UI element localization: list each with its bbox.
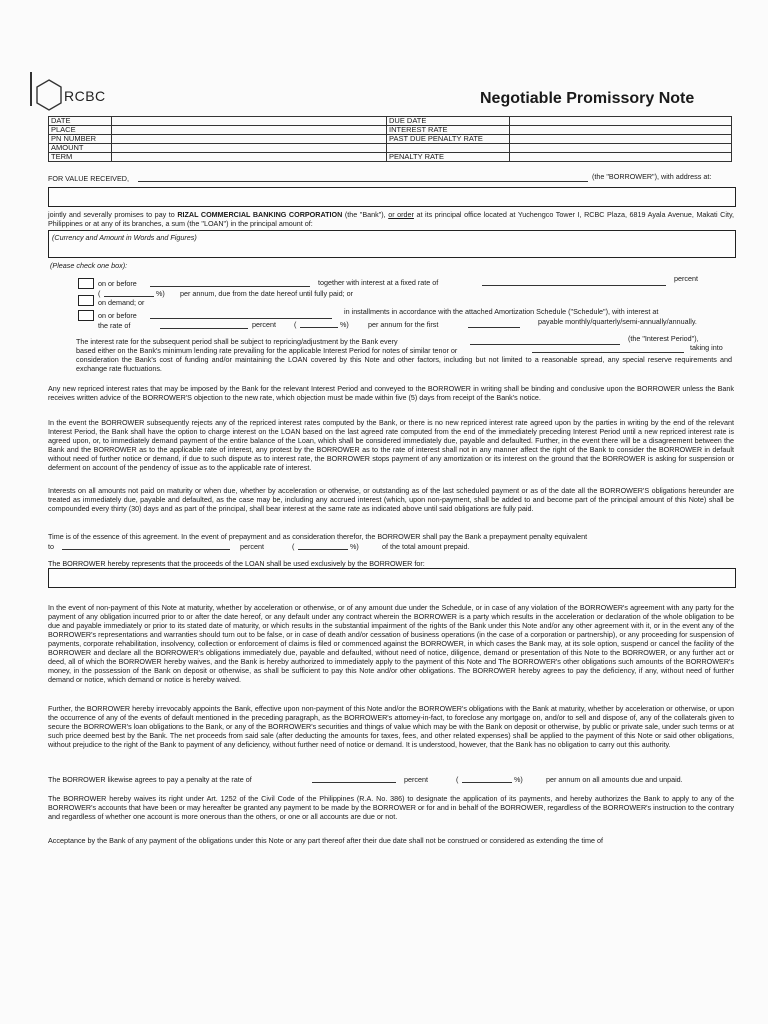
option-label: the rate of [98,321,131,330]
option-label: on or before [98,311,137,320]
repriced-rate-paragraph: Any new repriced interest rates that may be imposed by the Bank for the relevant Interest Period and conveyed to the BORROWER in writing shall be binding and conclusive upon the BORROWER unless the Bank receives written advice of the BORROWER'S objection to the new rate, which objection must be made within five (5) days from receipt of the Bank's notice. [48,384,734,402]
header-value-field[interactable] [510,135,732,144]
nonpayment-paragraph: In the event of non-payment of this Note at maturity, whether by acceleration or otherwise, or of any amount due under the Schedule, or in case of any violation of the BORROWER's agreement with any party for the payment of any obligation incurred prior to or after the date hereof, or any default under any contract wherein the BORROWER is a party which results in the acceleration or declaration of the whole obligation to be due and payable immediately or prior to its stated date of maturity, or which results in the substantial impairment of the rights of the Bank under this Note and/or any other agreement with it, or in the event any of the BORROWER's representations and warranties should turn out to be false, or in case of death and/or cessation of business operations (in the case of a corporation or partnership), or any proceeding for suspension of payments, corporate rehabilitation, insolvency, collection or enforcement of claims is filed or commenced against the BORROWER, in which cases the Bank may, at its sole option, suspend or cancel the facility of the BORROWER and declare all the BORROWER's obligations immediately due, payable and defaulted, without need of notice, diligence, demand or presentation of this Note to the BORROWER, or any further act or deed, all of which the BORROWER hereby waives, and the Bank is hereby authorized to immediately apply to the payment of this Note and The BORROWER's other obligations such amounts of the BORROWER's money, in the possession of the Bank on deposit or otherwise, as shall be sufficient to pay this Note and/or other obligations. The BORROWER hereby agrees to pay the deficiency, if any, without need of further demand or notice, which demand or notice is hereby waived. [48,603,734,684]
prepayment-text: percent [240,542,264,551]
installment-rate-figure-field[interactable] [300,327,338,328]
hexagon-icon [34,78,64,112]
first-period-field[interactable] [468,327,520,328]
prepayment-text: %) [350,542,359,551]
promise-text: jointly and severally promises to pay to [48,210,178,219]
option-label: payable monthly/quarterly/semi-annually/annually. [538,317,697,326]
rcbc-logo [34,78,106,112]
header-label: PLACE [49,126,112,135]
option-label: on or before [98,279,137,288]
interest-period-text: The interest rate for the subsequent period shall be subject to repricing/adjustment by the Bank every [76,337,398,346]
penalty-text: per annum on all amounts due and unpaid. [546,775,683,784]
rejects-rate-paragraph: In the event the BORROWER subsequently rejects any of the repriced interest rates computed by the Bank, or there is no new repriced interest rate agreed upon by the parties in writing by the end of the relevant Interest Period, the Bank shall have the option to charge interest on the LOAN based on the last agreed rate computed from the end of the immediately preceding Interest Period until a new repriced interest rate is agreed upon, or, to immediately demand payment of the entire balance of the Loan, which shall be considered immediately due, payable and defaulted. Further, in the event there will be a disagreement between the Bank and the BORROWER as to the applicable rate of interest, any protest by the BORROWER as to the rate of interest shall not in any manner affect the right of the Bank to consider the BORROWER in default without need of further notice or demand, if due to such dispute as to interest rate, the BORROWER stops payment of any amortization or its interest on the ground that the BORROWER is asking for suspension or deferment on account of the pendency of issue as to the applicable rate of interest. [48,418,734,472]
header-value-field[interactable] [112,153,387,162]
penalty-rate-field[interactable] [312,782,396,783]
loan-purpose-field[interactable] [48,568,736,588]
option-on-demand-checkbox[interactable] [78,295,94,306]
address-field[interactable] [48,187,736,207]
interest-period-text: based either on the Bank's minimum lending rate prevailing for the applicable Interest Period for notes of similar tenor or [76,346,458,355]
interests-paragraph: Interests on all amounts not paid on maturity or when due, whether by acceleration or otherwise, or outstanding as of the last scheduled payment or as of the date all the BORROWER'S obligations hereunder are treated as immediately due, payable and defaulted, as the case may be, including any accrued interest (which, upon non-payment, shall be added to and become part of the principal amount of this Note) shall be compounded every thirty (30) days and as part of the principal, shall bear interest at the same rate as indicated above until said obligations are fully paid. [48,486,734,513]
header-label: INTEREST RATE [387,126,510,135]
option-label: %) [340,320,349,329]
option-label: ( [98,289,101,298]
interest-period-field[interactable] [470,344,620,345]
option-label: ( [294,320,297,329]
penalty-text: The BORROWER likewise agrees to pay a penalty at the rate of [48,775,252,784]
interest-period-text: taking into [690,343,723,352]
header-value-field[interactable] [112,135,387,144]
header-label: DUE DATE [387,117,510,126]
option-label: on demand; or [98,298,145,307]
promise-paragraph [48,210,734,228]
header-label: PN NUMBER [49,135,112,144]
header-value-field[interactable] [510,144,732,153]
prepayment-text: Time is of the essence of this agreement. In the event of prepayment and as consideration therefor, the BORROWER shall pay the Bank a prepayment penalty equivalent [48,532,588,541]
interest-period-text: (the "Interest Period"), [628,334,699,343]
option-installments-checkbox[interactable] [78,310,94,321]
option-label: percent [674,274,698,283]
currency-amount-field[interactable] [48,230,736,258]
fixed-rate-figure-field[interactable] [104,296,154,297]
penalty-text: ( [456,775,459,784]
prepayment-text: ( [292,542,295,551]
margin-mark [30,72,32,106]
borrower-name-field[interactable] [138,181,588,182]
attorney-in-fact-paragraph: Further, the BORROWER hereby irrevocably appoints the Bank, effective upon non-payment of this Note and/or the BORROWER's obligations with the Bank at maturity, whether by acceleration or otherwise, or upon the occurrence of any of the events of default mentioned in the preceding paragraph, as the BORROWER's attorney-in-fact, to foreclose any mortgage on, and/or to sell and dispose of, any of the collaterals given to secure the BORROWER's loan obligations to the Bank, or any of the BORROWER's securities and things of value which may be with the Bank on deposit or otherwise, by public or private sale, under such terms or at such price deemed best by the Bank. The net proceeds from said sale (after deducting the amounts for taxes, fees, and other related expenses) shall be applied to the payment of this Note or said other obligations, without prejudice to the right of the Bank to payment of any deficiency, without further need of notice or demand. It is understood, however, that the Bank has no obligation to carry out this authority. [48,704,734,749]
acceptance-paragraph: Acceptance by the Bank of any payment of the obligations under this Note or any part thereof after their due date shall not be construed or considered as extending the time of [48,836,603,845]
fixed-rate-field[interactable] [482,285,666,286]
page-title: Negotiable Promissory Note [480,90,695,107]
currency-box-hint: (Currency and Amount in Words and Figures) [52,233,197,242]
bank-name: RIZAL COMMERCIAL BANKING CORPORATION [177,210,343,219]
reference-rate-field[interactable] [532,352,684,353]
value-received-label: FOR VALUE RECEIVED, [48,174,129,183]
header-label: DATE [49,117,112,126]
check-instruction: (Please check one box): [50,261,128,270]
logo-text: RCBC [64,88,106,104]
option-label: %) [156,289,165,298]
penalty-rate-figure-field[interactable] [462,782,512,783]
header-label: AMOUNT [49,144,112,153]
prepayment-text: to [48,542,54,551]
promise-text: or order [388,210,414,219]
promise-text: (the "Bank"), [342,210,389,219]
option-label: in installments in accordance with the attached Amortization Schedule ("Schedule"), with interest at [344,307,659,316]
header-value-field[interactable] [510,126,732,135]
waiver-paragraph: The BORROWER hereby waives its right under Art. 1252 of the Civil Code of the Philippines (R.A. No. 386) to designate the application of its payments, and hereby authorizes the Bank to apply to any of the BORROWER's accounts that have been or may hereafter be granted any payment to be made by the BORROWER or for and in behalf of the BORROWER, regardless of the BORROWER's instruction to the contrary and regardless of whether one account is more onerous than the others, or one or all accounts are due or not. [48,794,734,821]
promise-text: at its principal office located at Yuchengco Tower I, RCBC Plaza, 6819 Ayala Avenue, Makati City, Philippines or at any of its branches, a sum (the "LOAN") in the principal amount of: [48,210,735,228]
header-value-field[interactable] [112,117,387,126]
header-value-field[interactable] [112,126,387,135]
option-label: together with interest at a fixed rate of [318,278,439,287]
header-label: PENALTY RATE [387,153,510,162]
option-label: percent [252,320,276,329]
option-label: per annum for the first [368,320,439,329]
penalty-text: percent [404,775,428,784]
header-value-field[interactable] [510,117,732,126]
header-table [48,116,732,162]
header-label: PAST DUE PENALTY RATE [387,135,510,144]
header-label: TERM [49,153,112,162]
header-value-field[interactable] [112,144,387,153]
installment-date-field[interactable] [150,318,332,319]
installment-rate-field[interactable] [160,328,248,329]
option-label: per annum, due from the date hereof until fully paid; or [180,289,354,298]
header-value-field[interactable] [510,153,732,162]
prepayment-text: of the total amount prepaid. [382,542,470,551]
interest-period-text: consideration the Bank's cost of funding and/or maintaining the LOAN covered by this Note and other factors, including but not limited to a reasonable spread, any special reserve requirements and exchange rate fluctuations. [76,355,732,373]
option-fixed-rate-checkbox[interactable] [78,278,94,289]
loan-purpose-label: The BORROWER hereby represents that the proceeds of the LOAN shall be used exclusively by the BORROWER for: [48,559,425,568]
penalty-text: %) [514,775,523,784]
prepayment-rate-field[interactable] [62,549,230,550]
value-received-suffix: (the "BORROWER"), with address at: [592,172,712,181]
prepayment-rate-figure-field[interactable] [298,549,348,550]
due-date-field[interactable] [150,286,310,287]
